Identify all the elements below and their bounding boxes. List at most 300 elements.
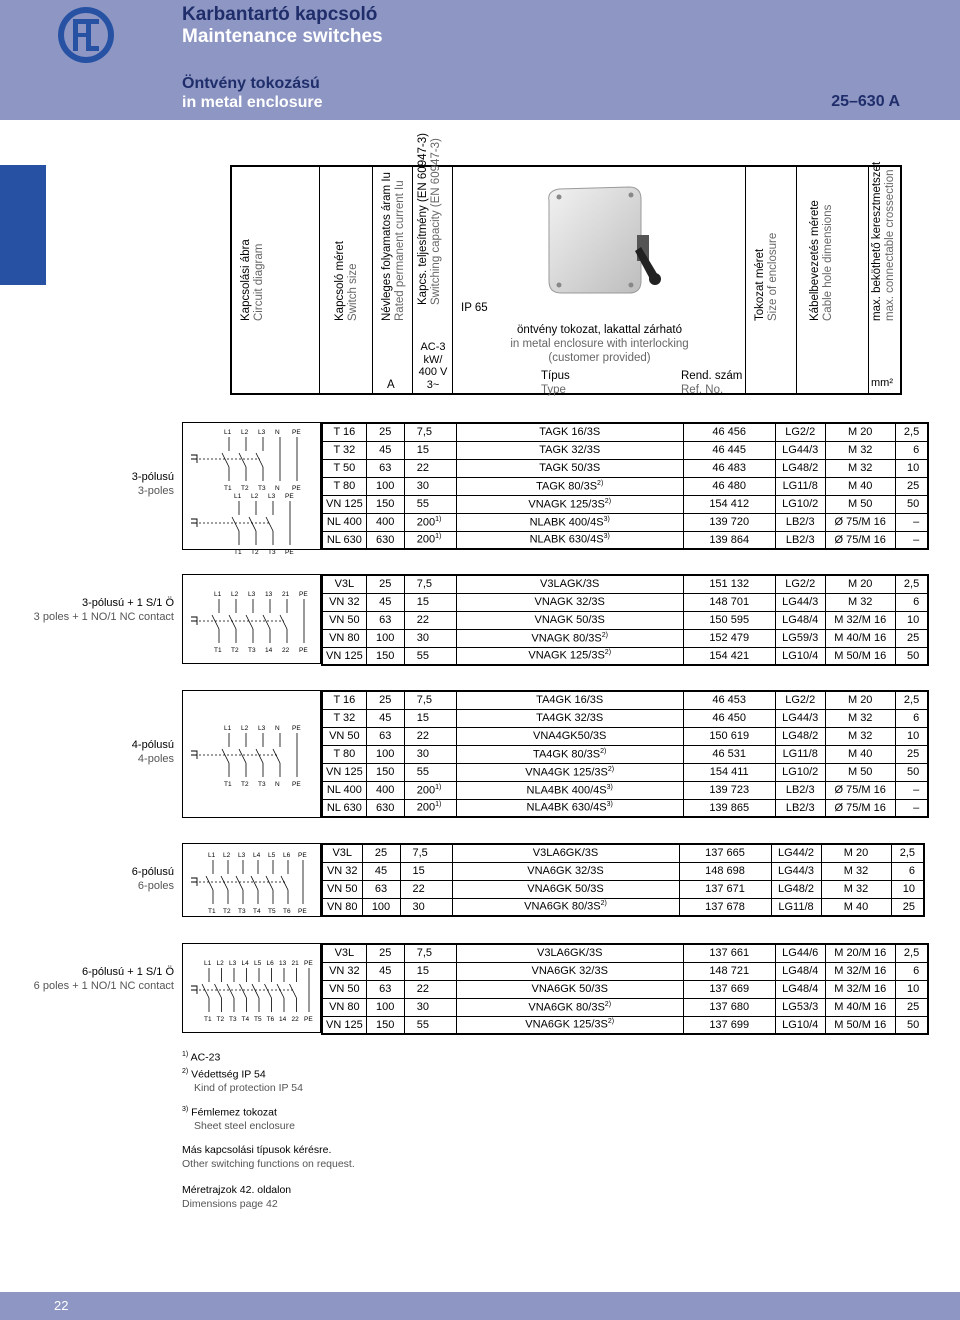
group-label-6p: 6-pólusú 6-poles [131,866,174,892]
table-row [322,844,924,862]
cell: LG48/2 [771,880,821,898]
cell: 45 [362,862,400,880]
cell-kw: 7,5 [404,575,456,593]
cell: 25 [895,629,928,647]
col-cross-en: max. connectable crossection [884,169,896,321]
col-current [373,167,413,393]
cell: M 20 [825,423,895,441]
cell-kw: 15 [400,862,452,880]
cell: 46 445 [683,441,775,459]
circuit-6p-aux-label: T5 [254,1016,262,1023]
cell: 10 [895,611,928,629]
circuit-6p-aux-label: T6 [266,1016,275,1023]
cell: 148 721 [683,962,775,980]
cell: 46 456 [683,423,775,441]
cell: 46 483 [683,459,775,477]
cell: M 32/M 16 [825,611,895,629]
circuit-3p-aux-contact [263,615,270,629]
group-label-4p: 4-pólusú 4-poles [131,739,174,765]
circuit-6p-aux-label: T1 [204,1016,212,1023]
cell: Ø 75/M 16 [825,513,895,531]
circuit-3p-aux-contact [246,615,253,629]
side-accent-block [0,165,46,285]
col-current-unit: A [387,379,395,391]
circuit-3p-n-label: L1 [224,429,232,436]
cell: 150 [366,1016,404,1034]
cell: 10 [895,980,928,998]
table-row [322,513,928,531]
circuit-6p-aux-label: PE [304,1016,313,1023]
circuit-3p-label: L2 [251,493,259,500]
cell: M 40 [825,477,895,495]
circuit-6p-aux-label: 14 [279,1016,287,1023]
cell: T 32 [322,709,366,727]
circuit-3p-aux-label: 13 [265,591,273,598]
cell: M 20/M 16 [825,944,895,962]
circuit-4p-label: T3 [258,781,266,788]
cell-kw: 7,5 [404,691,456,709]
circuit-diagram-6p [182,843,321,917]
table-row [322,962,928,980]
cell: 6 [891,862,924,880]
table-6p [321,843,925,917]
cell-kw: 200$^{1)}$ [404,531,456,549]
cell: M 20 [825,691,895,709]
cell: LG10/4 [775,1016,825,1034]
circuit-3p-aux-label: T2 [231,647,239,654]
cell: 46 450 [683,709,775,727]
note-dimensions: Méretrajzok 42. oldalon Dimensions page 42 [182,1184,292,1210]
cell: 137 671 [679,880,771,898]
col-cable-en: Cable hole dimensions [822,204,834,321]
cell: T 32 [322,441,366,459]
circuit-3p-n-contact [239,453,246,467]
cell: M 50 [825,763,895,781]
cell: LG44/3 [775,441,825,459]
cell: 50 [895,647,928,665]
circuit-6p-aux-label: 13 [279,960,287,967]
cell: LG2/2 [775,691,825,709]
cell-type: VNA6GK $125/3S^{2)}$ [456,1016,683,1034]
circuit-3p-n-label: T1 [224,485,232,492]
circuit-3p-n-label: T2 [241,485,249,492]
cell-kw: 15 [404,441,456,459]
page-subtitle-hu: Öntvény tokozású [182,75,320,92]
cell-type: TAGK 50/3S [456,459,683,477]
cell-kw: 30 [404,629,456,647]
cell: M 32/M 16 [825,980,895,998]
table-row [322,495,928,513]
cell: V3L [322,844,362,862]
company-logo-icon [56,5,116,65]
circuit-6p-contact [236,876,243,890]
cell-kw: 22 [400,880,452,898]
circuit-6p-aux-icon [183,944,322,1034]
cell: 45 [366,441,404,459]
page-title-hu: Karbantartó kapcsoló [182,4,378,25]
table-row [322,862,924,880]
circuit-3p-n-label: L3 [258,429,266,436]
cell: M 40 [821,898,891,916]
cell: 6 [895,962,928,980]
circuit-3p-aux-icon [183,575,322,665]
circuit-4p-label: N [275,725,280,732]
table-row [322,423,928,441]
cell-kw: 30 [404,998,456,1016]
cell: NL 400 [322,781,366,799]
circuit-6p-label: L1 [208,852,216,859]
cell: M 40/M 16 [825,629,895,647]
cell: T 80 [322,477,366,495]
table-6p-aux [321,943,929,1035]
enclosure-desc-hu: öntvény tokozat, lakattal zárható [517,324,682,336]
header-banner [0,0,960,120]
cell-kw: 15 [404,962,456,980]
cell-type: VNA6GK $80/3S^{2)}$ [456,998,683,1016]
cell: LG11/8 [775,745,825,763]
circuit-6p-contact [206,876,213,890]
cell: 25 [366,423,404,441]
col-circuit-en: Circuit diagram [253,243,265,321]
cell: 150 619 [683,727,775,745]
circuit-6p-label: T5 [268,908,276,915]
cell: LG48/4 [775,962,825,980]
circuit-6p-aux-label: T2 [216,1016,225,1023]
table-row [322,459,928,477]
table-row [322,998,928,1016]
cell: LG2/2 [775,423,825,441]
col-housing [746,167,797,393]
table-row [322,799,928,817]
circuit-6p-aux-handle [191,986,197,994]
circuit-6p-aux-label: 21 [291,960,299,967]
cell: LB2/3 [775,513,825,531]
cell: LG2/2 [775,575,825,593]
cell: M 32 [821,880,891,898]
cell: 400 [366,513,404,531]
cell: NL 630 [322,799,366,817]
circuit-diagram-3p [182,422,321,556]
table-row [322,763,928,781]
table-4p [321,690,929,818]
cell: M 50/M 16 [825,1016,895,1034]
cell: Ø 75/M 16 [825,531,895,549]
circuit-6p-label: T1 [208,908,216,915]
cell: 2,5 [895,423,928,441]
cell: 25 [366,575,404,593]
col-capacity-hu: Kapcs. teljesítmény (EN 60947-3) [417,133,429,305]
cell: 2,5 [895,575,928,593]
circuit-3p-label: T2 [251,549,259,556]
col-capacity [413,133,453,393]
cell: VN 50 [322,611,366,629]
cell: – [895,799,928,817]
circuit-4p-label: T1 [224,781,232,788]
col-cable [797,167,869,393]
cell: LG48/2 [775,727,825,745]
circuit-6p-aux-label: PE [304,960,313,967]
cell: 137 678 [679,898,771,916]
table-row [322,647,928,665]
cell-type: VNA6GK $80/3S^{2)}$ [452,898,679,916]
col-current-en: Rated permanent current Iu [394,180,406,321]
cell-kw: 200$^{1)}$ [404,781,456,799]
col-circuit-hu: Kapcsolási ábra [240,239,252,321]
circuit-6p-aux-contact [252,984,259,998]
circuit-6p-contact [251,876,258,890]
group-label-3p: 3-pólusú 3-poles [131,471,174,497]
cell: T 80 [322,745,366,763]
cell: M 20 [821,844,891,862]
circuit-3p-n-label: L2 [241,429,249,436]
cell: 137 661 [683,944,775,962]
table-row [322,691,928,709]
cell-type: NLABK $400/4S^{3)}$ [456,513,683,531]
circuit-6p-label: L4 [253,852,261,859]
col-current-hu: Névleges folyamatos áram Iu [381,172,393,321]
cell-type: TA4GK 16/3S [456,691,683,709]
table-row [322,944,928,962]
cell: 154 412 [683,495,775,513]
circuit-6p-aux-label: L1 [204,960,212,967]
circuit-6p-label: T3 [238,908,246,915]
circuit-6p-aux-label: T3 [229,1016,237,1023]
cell: 45 [366,709,404,727]
circuit-3p-label: L3 [268,493,276,500]
col-capacity-en: Switching capacity (EN 60947-3) [430,138,442,305]
circuit-6p-label: L6 [283,852,291,859]
circuit-6p-contact [221,876,228,890]
cell: 25 [366,944,404,962]
page-title-en: Maintenance switches [182,26,383,47]
cell-type: TAGK 16/3S [456,423,683,441]
cell: – [895,513,928,531]
page-subtitle-en: in metal enclosure [182,94,323,111]
cell: NL 400 [322,513,366,531]
col-cable-hu: Kábelbevezetés mérete [809,200,821,321]
circuit-3p-aux-label: 21 [282,591,290,598]
col-capacity-unit2: kW/ [423,353,443,366]
page-number: 22 [54,1298,69,1313]
cell-type: V3LA6GK/3S [456,944,683,962]
circuit-4p-icon [183,691,322,819]
cell: LG10/2 [775,495,825,513]
circuit-6p-aux-contact [202,984,209,998]
enclosure-desc-en2: (customer provided) [548,352,651,364]
cell: LG11/8 [775,477,825,495]
group-label-6p-aux: 6-pólusú + 1 S/1 Ö 6 poles + 1 NO/1 NC contact [33,966,174,992]
circuit-3p-label: PE [285,549,294,556]
circuit-6p-aux-label: T4 [241,1016,250,1023]
col-type [453,167,746,396]
circuit-6p-label: T2 [223,908,231,915]
circuit-3p-n-contact [256,453,263,467]
circuit-3p-label: T1 [234,549,242,556]
cell: 10 [895,459,928,477]
circuit-3p-icon [183,423,322,556]
cell-type: NLABK $630/4S^{3)}$ [456,531,683,549]
cell: 50 [895,495,928,513]
cell: M 50/M 16 [825,647,895,665]
cell: VN 50 [322,980,366,998]
circuit-3p-aux-handle [191,617,197,625]
cell: 6 [895,441,928,459]
cell: 25 [362,844,400,862]
circuit-6p-handle [191,878,197,886]
cell: M 40 [825,745,895,763]
cell-kw: 55 [404,763,456,781]
cell: M 32 [821,862,891,880]
cell-type: VNAGK $125/3S^{2)}$ [456,647,683,665]
cell-kw: 22 [404,727,456,745]
cell: 10 [895,727,928,745]
circuit-3p-aux-label: 14 [265,647,273,654]
cell: 400 [366,781,404,799]
table-row [322,593,928,611]
cell: 148 701 [683,593,775,611]
cell: 139 720 [683,513,775,531]
circuit-6p-aux-contact [290,984,297,998]
circuit-3p-label: PE [285,493,294,500]
cell: LG48/2 [775,459,825,477]
cell-kw: 15 [404,593,456,611]
col-capacity-unit4: 3~ [426,378,440,391]
circuit-3p-aux-label: 22 [282,647,290,654]
cell: VN 80 [322,898,362,916]
circuit-3p-label: T3 [268,549,276,556]
cell-type: VNA4GK $125/3S^{2)}$ [456,763,683,781]
cell: 100 [366,998,404,1016]
cell-type: TAGK $80/3S^{2)}$ [456,477,683,495]
col-ref-en: Ref. No. [681,384,724,396]
table-3p [321,422,929,550]
cell: VN 50 [322,727,366,745]
cell: T 16 [322,423,366,441]
circuit-6p-label: L3 [238,852,246,859]
cell: 46 480 [683,477,775,495]
circuit-6p-label: PE [298,852,307,859]
cell: 63 [362,880,400,898]
cell: 152 479 [683,629,775,647]
col-cross-unit: mm² [871,377,893,389]
cell: 139 864 [683,531,775,549]
cell-kw: 7,5 [404,944,456,962]
table-row [322,709,928,727]
circuit-6p-label: T4 [253,908,261,915]
table-row [322,531,928,549]
cell: VN 32 [322,962,366,980]
circuit-3p-n-contact [222,453,229,467]
cell: 100 [366,745,404,763]
circuit-4p-label: L1 [224,725,232,732]
col-cross-hu: max. beköthető keresztmetszet [871,161,883,321]
cell-type: TA4GK $80/3S^{2)}$ [456,745,683,763]
group-label-3p-aux: 3-pólusú + 1 S/1 Ö 3 poles + 1 NO/1 NC contact [33,597,174,623]
cell-kw: 22 [404,611,456,629]
circuit-3p-aux-contact [212,615,219,629]
circuit-diagram-3p-aux [182,574,321,664]
cell: LG53/3 [775,998,825,1016]
cell-type: VNA4GK50/3S [456,727,683,745]
cell: VN 80 [322,629,366,647]
cell-type: VNA6GK 50/3S [452,880,679,898]
cell-type: VNAGK $80/3S^{2)}$ [456,629,683,647]
cell: 63 [366,459,404,477]
cell: 45 [366,593,404,611]
cell: 630 [366,531,404,549]
footer-bar [0,1292,960,1320]
cell: 6 [895,593,928,611]
cell: LB2/3 [775,781,825,799]
col-size-hu: Kapcsoló méret [334,241,346,321]
cell: VN 125 [322,647,366,665]
cell: 137 680 [683,998,775,1016]
circuit-6p-label: PE [298,908,307,915]
cell: 2,5 [895,944,928,962]
cell-kw: 7,5 [404,423,456,441]
circuit-4p-contact [273,749,280,763]
cell: 2,5 [891,844,924,862]
cell: 6 [895,709,928,727]
cell: VN 125 [322,763,366,781]
circuit-4p-label: PE [292,725,301,732]
cell-kw: 55 [404,647,456,665]
cell-type: V3LA6GK/3S [452,844,679,862]
cell-kw: 15 [404,709,456,727]
table-row [322,727,928,745]
circuit-6p-aux-contact [227,984,234,998]
cell: 25 [895,477,928,495]
circuit-3p-contact [266,517,273,531]
col-size [320,167,373,393]
cell-type: V3LAGK/3S [456,575,683,593]
cell-kw: 30 [400,898,452,916]
circuit-6p-aux-contact [240,984,247,998]
table-3p-aux [321,574,929,666]
cell: LB2/3 [775,531,825,549]
circuit-3p-aux-label: L2 [231,591,239,598]
cell-kw: 200$^{1)}$ [404,799,456,817]
cell: LG10/4 [775,647,825,665]
circuit-4p-label: L2 [241,725,249,732]
cell-kw: 30 [404,477,456,495]
circuit-4p-label: T2 [241,781,249,788]
cell: 630 [366,799,404,817]
col-type-hu: Típus [541,370,570,382]
circuit-6p-contact [281,876,288,890]
table-row [322,880,924,898]
enclosure-desc-en1: in metal enclosure with interlocking [510,338,689,350]
cell: 150 595 [683,611,775,629]
circuit-3p-n-label: T3 [258,485,266,492]
cell: 150 [366,647,404,665]
cell: 50 [895,763,928,781]
col-housing-en: Size of enclosure [767,232,779,321]
cell: LG48/4 [775,611,825,629]
circuit-4p-handle [191,751,197,759]
cell: 137 699 [683,1016,775,1034]
table-row [322,1016,928,1034]
cell: LG44/3 [775,709,825,727]
cell-kw: 200$^{1)}$ [404,513,456,531]
cell: T 16 [322,691,366,709]
current-range: 25–630 A [831,93,900,110]
cell: Ø 75/M 16 [825,799,895,817]
circuit-6p-label: L2 [223,852,231,859]
circuit-4p-label: PE [292,781,301,788]
cell-kw: 30 [404,745,456,763]
circuit-diagram-4p [182,690,321,818]
